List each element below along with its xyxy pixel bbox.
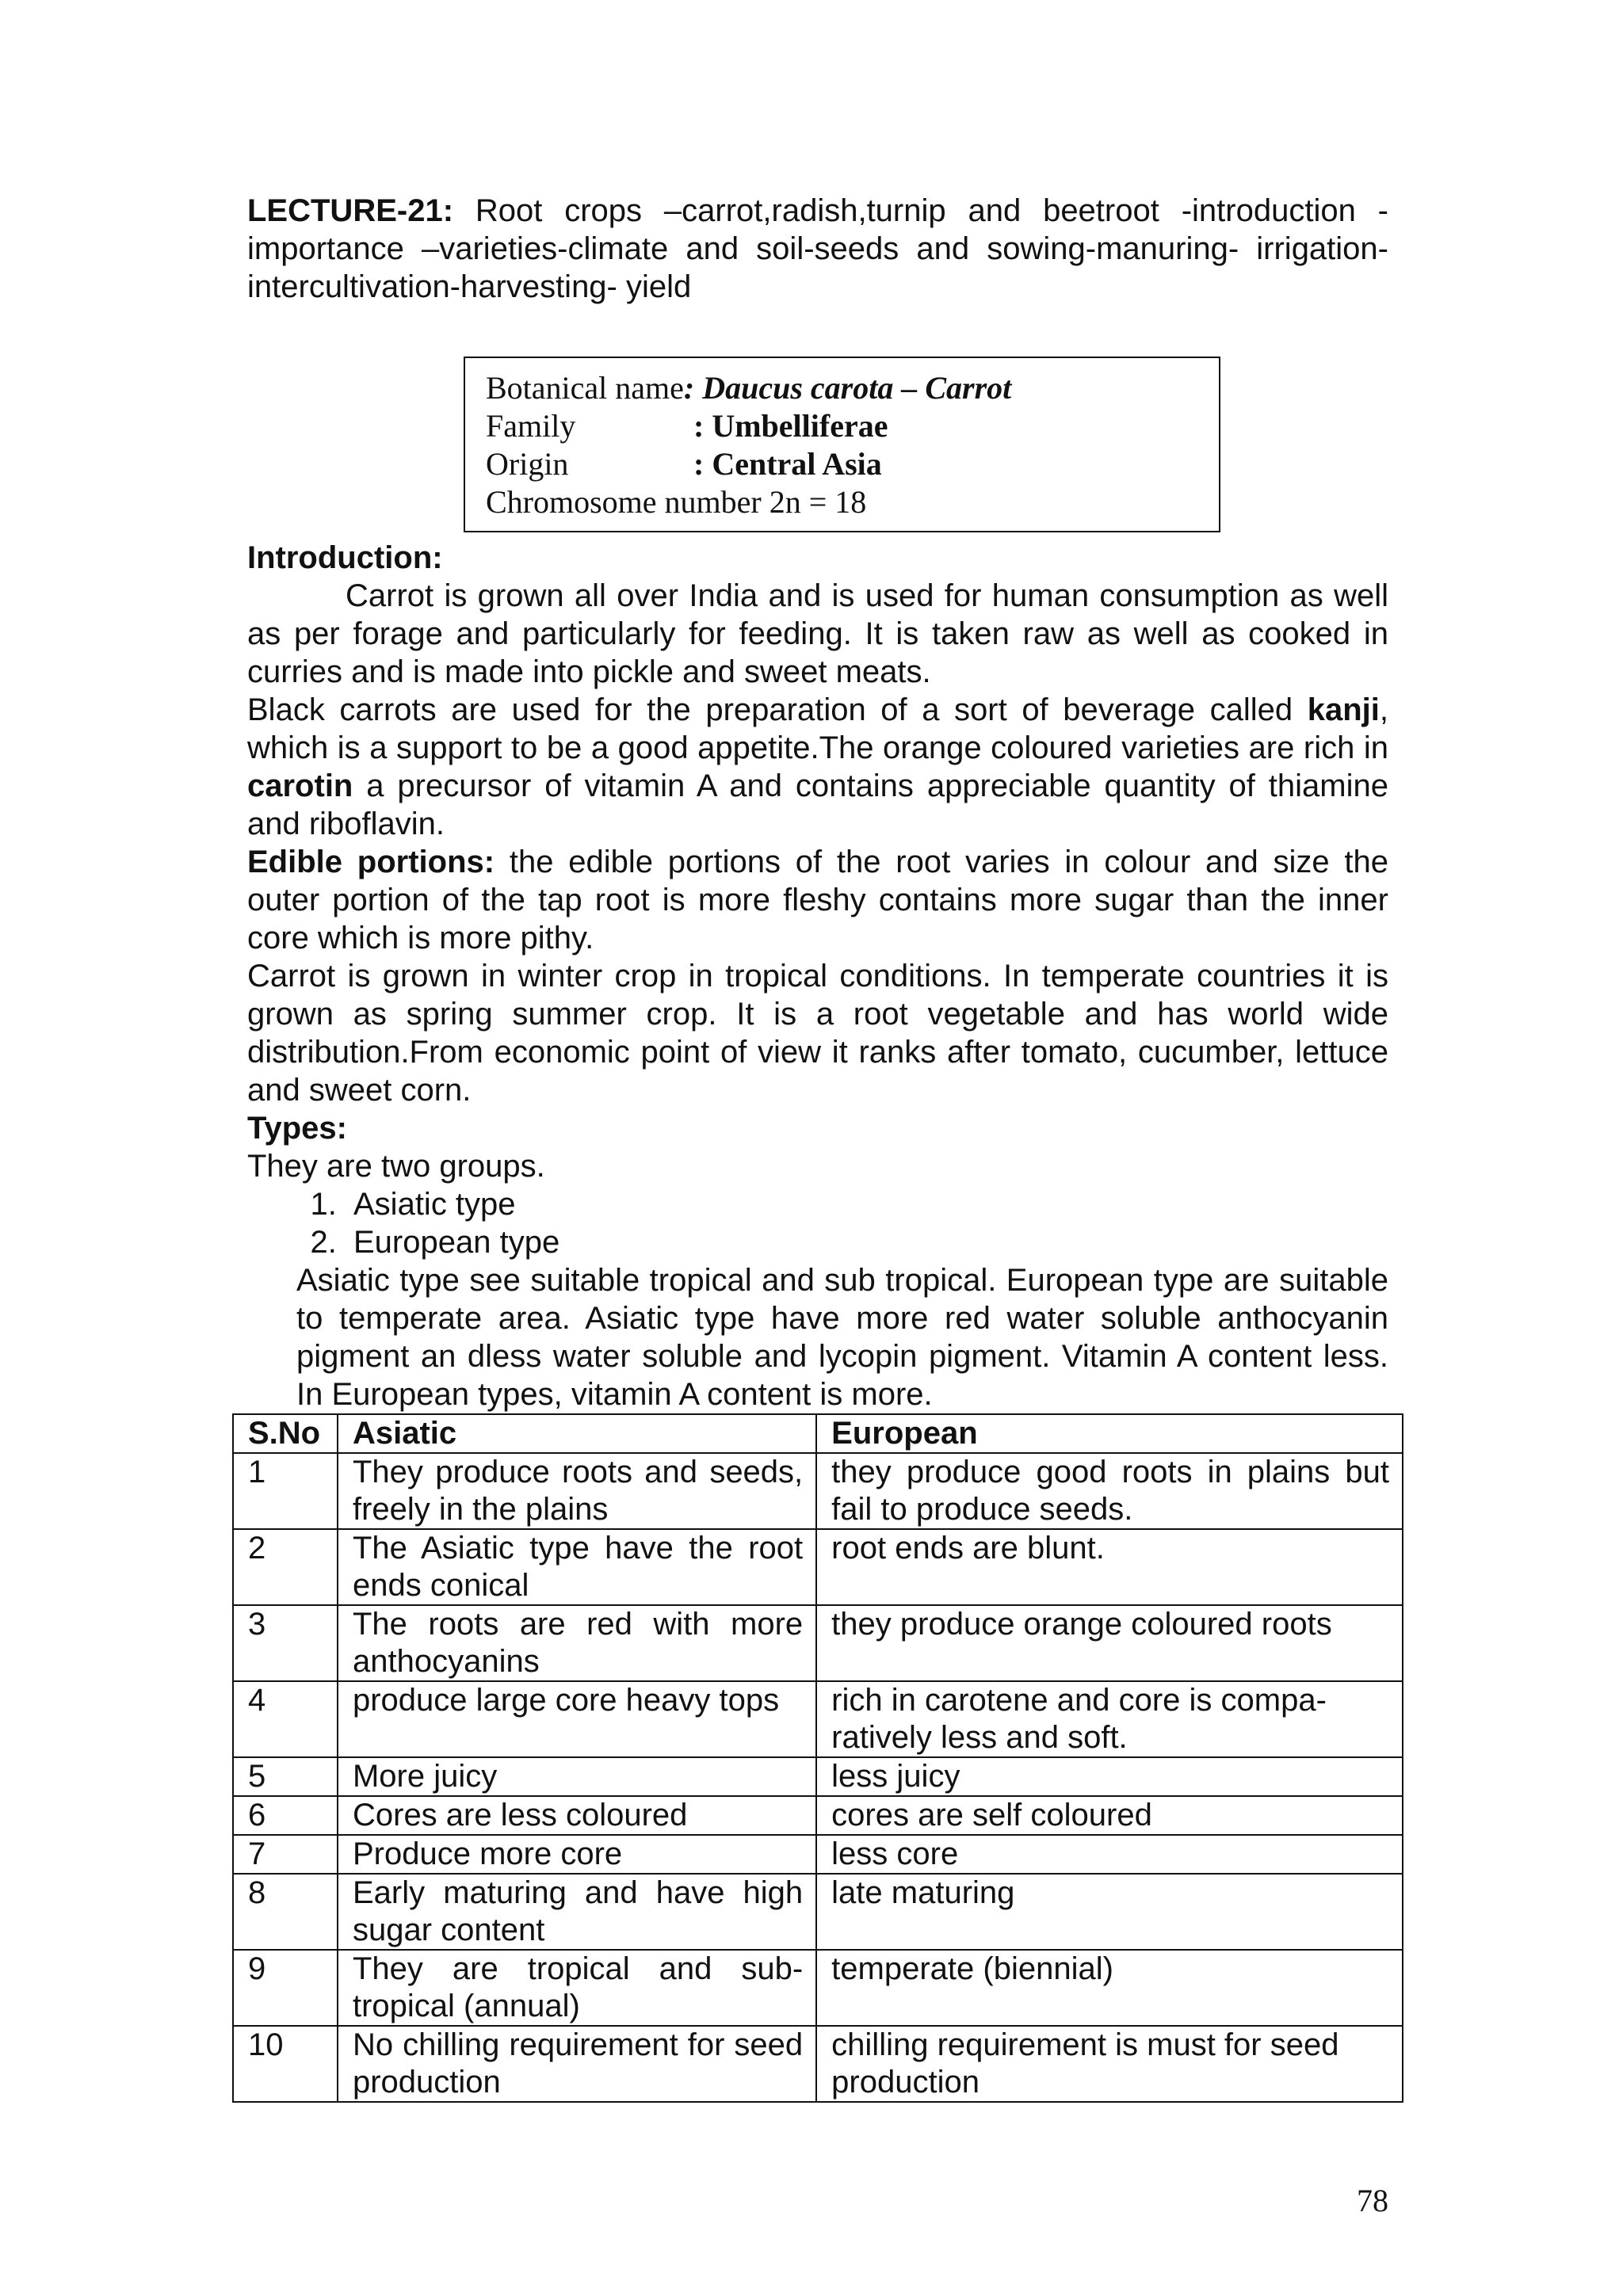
- botanical-info-box: [464, 357, 1220, 532]
- table-row: [233, 1874, 1403, 1950]
- cell-european: temperate (biennial): [816, 1950, 1403, 2026]
- cell-sno: 5: [233, 1757, 338, 1796]
- cell-european: less juicy: [816, 1757, 1403, 1796]
- intro-paragraph-4: Carrot is grown in winter crop in tropical conditions. In temperate countries it is grown as spring summer crop. It is a root vegetable and has world wide distribution.From economic point of view it ranks after tomato, cucumber, lettuce and sweet corn.: [247, 959, 1388, 1108]
- types-heading: Types:: [247, 1111, 347, 1146]
- intro-p2-text-a: Black carrots are used for the preparation of a sort of beverage called: [247, 692, 1308, 727]
- types-description: Asiatic type see suitable tropical and sub tropical. European type are suitable to temperate area. Asiatic type have more red water soluble anthocyanin pigment an dless water soluble and lycopin pigment. Vitamin A content less. In European types, vitamin A content is more.: [296, 1263, 1388, 1412]
- edible-portions-label: Edible portions:: [247, 845, 495, 879]
- cell-european: late maturing: [816, 1874, 1403, 1950]
- edible-portions-paragraph: [247, 843, 1388, 957]
- family-row: [486, 407, 1219, 445]
- cell-asiatic: No chilling requirement for seed production: [338, 2026, 816, 2102]
- origin-row: [486, 445, 1219, 483]
- list-item: 1. Asiatic type: [346, 1185, 1388, 1223]
- cell-sno: 2: [233, 1529, 338, 1605]
- cell-european: less core: [816, 1835, 1403, 1874]
- types-list: [247, 1185, 1388, 1261]
- cell-european: they produce orange coloured roots: [816, 1605, 1403, 1681]
- chromosome-text: Chromosome number 2n = 18: [486, 484, 867, 520]
- introduction-heading: Introduction:: [247, 540, 443, 575]
- botanical-name-value: : Daucus carota – Carrot: [683, 370, 1012, 406]
- intro-p2-text-c: a precursor of vitamin A and contains appreciable quantity of thiamine and riboflavin.: [247, 769, 1388, 841]
- types-intro: They are two groups.: [247, 1149, 545, 1184]
- cell-asiatic: Produce more core: [338, 1835, 816, 1874]
- cell-european: they produce good roots in plains but fail to produce seeds.: [816, 1453, 1403, 1529]
- lecture-label: LECTURE-21:: [247, 193, 454, 228]
- lecture-title: [247, 192, 1388, 306]
- cell-european: rich in carotene and core is compa-ratively less and soft.: [816, 1681, 1403, 1757]
- cell-sno: 8: [233, 1874, 338, 1950]
- table-row: [233, 1796, 1403, 1835]
- cell-european: root ends are blunt.: [816, 1529, 1403, 1605]
- cell-asiatic: The roots are red with more anthocyanins: [338, 1605, 816, 1681]
- cell-sno: 3: [233, 1605, 338, 1681]
- botanical-name-row: [486, 369, 1219, 407]
- table-row: [233, 1950, 1403, 2026]
- origin-value: : Central Asia: [693, 446, 882, 482]
- cell-sno: 9: [233, 1950, 338, 2026]
- cell-asiatic: They are tropical and sub-tropical (annual): [338, 1950, 816, 2026]
- cell-sno: 10: [233, 2026, 338, 2102]
- origin-label: Origin: [486, 446, 569, 482]
- body-text: [247, 539, 1388, 1413]
- comparison-table: [232, 1413, 1403, 2103]
- page-number: 78: [1357, 2183, 1388, 2218]
- table-header-row: [233, 1414, 1403, 1453]
- botanical-name-label: Botanical name: [486, 370, 684, 406]
- cell-asiatic: Early maturing and have high sugar content: [338, 1874, 816, 1950]
- kanji-term: kanji: [1307, 692, 1380, 727]
- cell-asiatic: produce large core heavy tops: [338, 1681, 816, 1757]
- lecture-topics: Root crops –carrot,radish,turnip and beetroot -introduction - importance –varieties-climate and soil-seeds and sowing-manuring- irrigation-intercultivation-harvesting- yield: [247, 193, 1388, 304]
- header-sno: S.No: [233, 1414, 338, 1453]
- chromosome-row: [486, 483, 1219, 521]
- intro-p2-text-b: , which is a support to be a good appetite.The orange coloured varieties are rich in: [247, 692, 1388, 765]
- cell-sno: 7: [233, 1835, 338, 1874]
- cell-sno: 1: [233, 1453, 338, 1529]
- table-row: [233, 2026, 1403, 2102]
- cell-european: chilling requirement is must for seed production: [816, 2026, 1403, 2102]
- table-row: [233, 1757, 1403, 1796]
- family-label: Family: [486, 408, 576, 444]
- cell-asiatic: Cores are less coloured: [338, 1796, 816, 1835]
- table-row: [233, 1835, 1403, 1874]
- table-row: [233, 1681, 1403, 1757]
- intro-paragraph-1: Carrot is grown all over India and is used for human consumption as well as per forage and particularly for feeding. It is taken raw as well as cooked in curries and is made into pickle and sweet meats.: [247, 578, 1388, 689]
- header-asiatic: Asiatic: [338, 1414, 816, 1453]
- header-european: European: [816, 1414, 1403, 1453]
- cell-european: cores are self coloured: [816, 1796, 1403, 1835]
- table-row: [233, 1605, 1403, 1681]
- cell-sno: 6: [233, 1796, 338, 1835]
- cell-asiatic: More juicy: [338, 1757, 816, 1796]
- cell-sno: 4: [233, 1681, 338, 1757]
- table-row: [233, 1453, 1403, 1529]
- family-value: : Umbelliferae: [693, 408, 888, 444]
- carotin-term: carotin: [247, 769, 353, 803]
- cell-asiatic: They produce roots and seeds, freely in the plains: [338, 1453, 816, 1529]
- cell-asiatic: The Asiatic type have the root ends conical: [338, 1529, 816, 1605]
- intro-paragraph-2: [247, 691, 1388, 843]
- edible-portions-text: the edible portions of the root varies in colour and size the outer portion of the tap root is more fleshy contains more sugar than the inner core which is more pithy.: [247, 845, 1389, 955]
- table-row: [233, 1529, 1403, 1605]
- list-item: 2. European type: [346, 1223, 1388, 1261]
